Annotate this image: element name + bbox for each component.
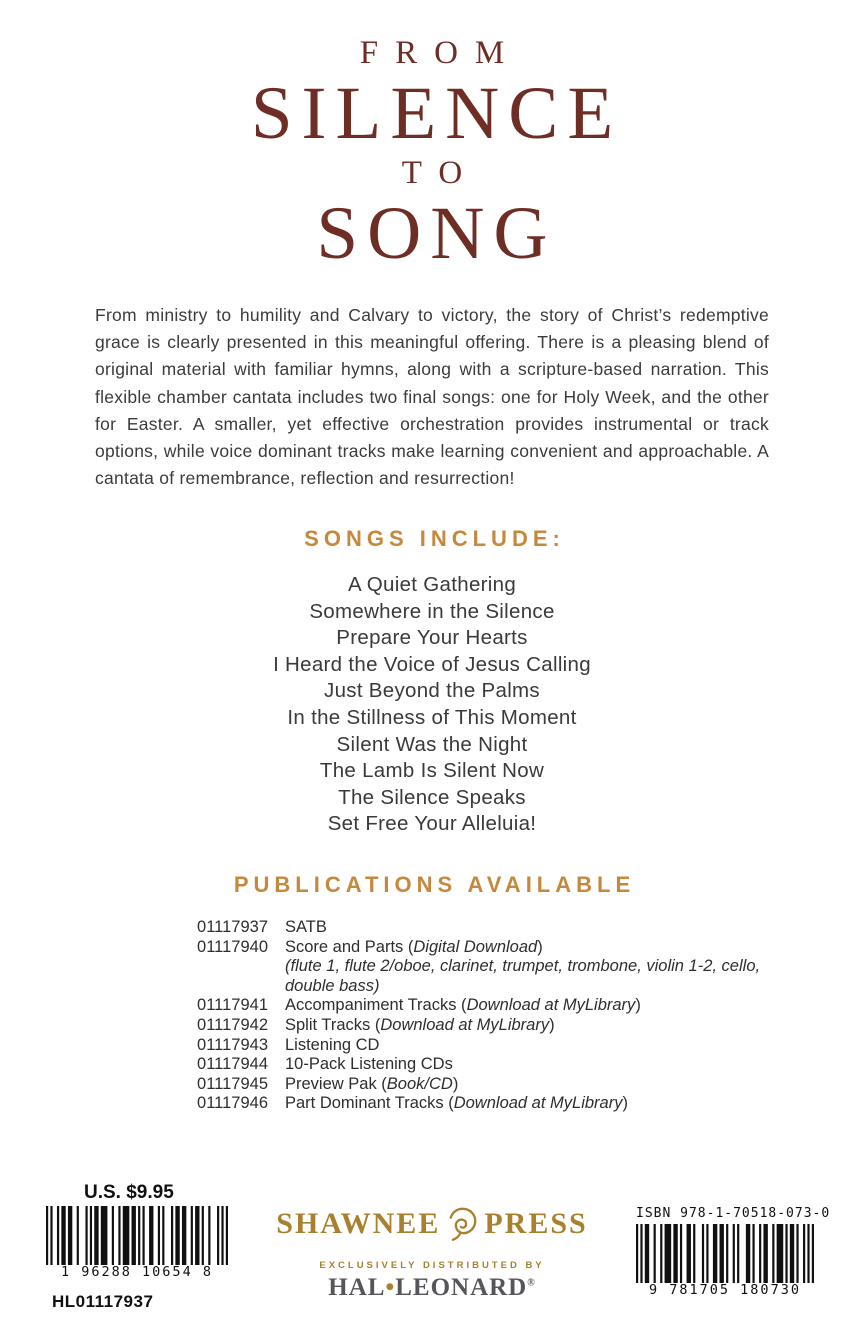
publication-number: 01117941 [197, 996, 268, 1015]
publication-row [180, 918, 864, 938]
title-word-from: FROM [359, 35, 522, 71]
publication-description: Split Tracks (Download at MyLibrary) [285, 1015, 555, 1034]
title-word-silence: SILENCE [250, 71, 623, 155]
shawnee-word: SHAWNEE [276, 1207, 441, 1240]
song-item: In the Stillness of This Moment [287, 706, 577, 730]
publication-row [180, 938, 864, 958]
publication-row [180, 1036, 864, 1056]
song-item: Silent Was the Night [336, 732, 528, 756]
publication-description: Preview Pak (Book/CD) [285, 1074, 459, 1093]
song-list [0, 572, 864, 838]
distribution-line: EXCLUSIVELY DISTRIBUTED BY [319, 1260, 545, 1271]
songs-include-heading: SONGS INCLUDE: [304, 526, 565, 552]
isbn-barcode [636, 1224, 814, 1298]
isbn-barcode-digits: 9 781705 180730 [636, 1283, 814, 1298]
song-item: A Quiet Gathering [347, 573, 517, 597]
title-word-to: TO [401, 155, 480, 192]
publication-number: 01117942 [197, 1015, 268, 1034]
publication-description: Listening CD [285, 1035, 380, 1054]
description-paragraph: From ministry to humility and Calvary to victory, the story of Christ’s redemptive grace is clearly presented in this meaningful offering. There is a pleasing blend of original material with familiar hymns, along with a scripture-based narration. This flexible chamber cantata includes two final songs: one for Holy Week, and the other for Easter. A smaller, yet effective orchestration provides instrumental or track options, while voice dominant tracks make learning convenient and approachable. A cantata of remembrance, reflection and resurrection! [95, 305, 769, 488]
shawnee-swirl-icon [444, 1206, 480, 1242]
isbn-label: ISBN 978-1-70518-073-0 [636, 1206, 831, 1221]
publication-row [180, 1055, 864, 1075]
song-item: Somewhere in the Silence [309, 599, 555, 623]
publication-number: 01117943 [197, 1035, 268, 1054]
publications-list [180, 918, 864, 1114]
press-word: PRESS [484, 1207, 588, 1240]
song-item: The Silence Speaks [338, 785, 526, 809]
title-block [0, 0, 864, 275]
publications-heading: PUBLICATIONS AVAILABLE [233, 872, 636, 897]
publication-description: 10-Pack Listening CDs [285, 1055, 453, 1074]
catalog-number: HL01117937 [52, 1292, 154, 1311]
publication-row [180, 957, 864, 996]
registered-mark: ® [527, 1277, 536, 1289]
hal-leonard-dot-icon: • [385, 1274, 396, 1301]
publication-description: Accompaniment Tracks (Download at MyLibrary) [285, 996, 641, 1015]
publication-number: 01117940 [197, 937, 268, 956]
publication-row [180, 996, 864, 1016]
publication-row [180, 1075, 864, 1095]
song-item: The Lamb Is Silent Now [319, 759, 545, 783]
publication-description: Score and Parts (Digital Download) [285, 937, 543, 956]
publication-number: 01117946 [197, 1094, 268, 1113]
publication-number: 01117944 [197, 1055, 268, 1074]
title-word-song: SONG [316, 191, 557, 275]
publication-row [180, 1094, 864, 1114]
publication-number: 01117937 [197, 918, 268, 936]
publication-row [180, 1016, 864, 1036]
price-label: U.S. $9.95 [84, 1182, 174, 1203]
publication-description: Part Dominant Tracks (Download at MyLibrary) [285, 1094, 628, 1113]
song-item: Prepare Your Hearts [336, 626, 528, 650]
song-item: Set Free Your Alleluia! [327, 812, 537, 836]
hal-word: HAL [328, 1274, 386, 1301]
leonard-word: LEONARD [395, 1274, 528, 1301]
publication-description: (flute 1, flute 2/oboe, clarinet, trumpet, trombone, violin 1-2, cello, double bass) [285, 957, 761, 995]
publication-description: SATB [285, 918, 327, 936]
publication-number: 01117945 [197, 1074, 268, 1093]
publication-number [180, 957, 268, 996]
song-item: Just Beyond the Palms [324, 679, 540, 703]
upc-barcode-digits: 1 96288 10654 8 [46, 1265, 228, 1280]
footer [0, 1178, 864, 1343]
song-item: I Heard the Voice of Jesus Calling [273, 652, 591, 676]
